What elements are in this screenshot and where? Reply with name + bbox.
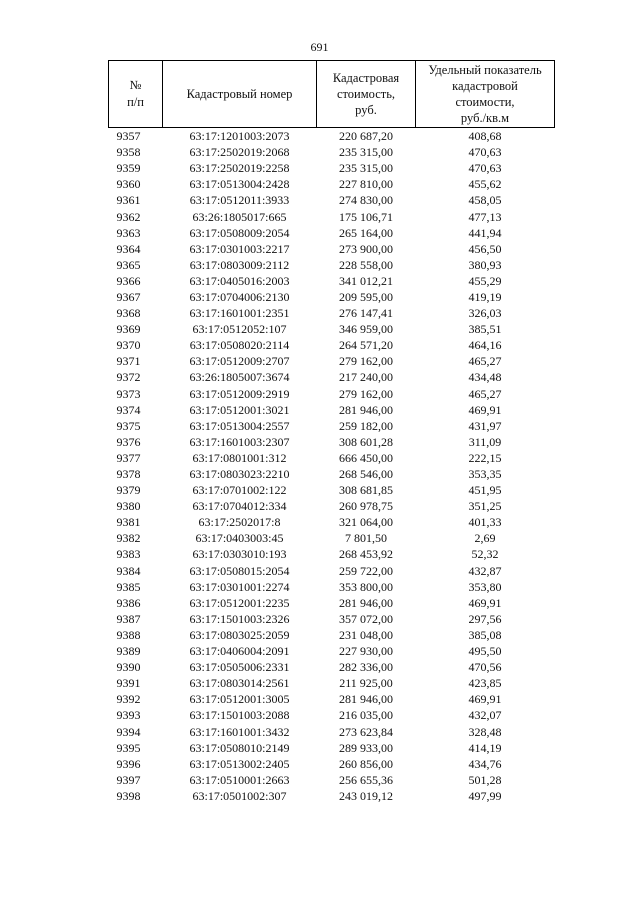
cadastral-number-cell: 63:17:0704006:2130 <box>189 289 290 304</box>
row-number-cell: 9398 <box>116 788 141 803</box>
unit-value-cell: 497,99 <box>468 788 502 803</box>
row-number-cell: 9369 <box>116 322 141 337</box>
cadastral-value-cell: 666 450,00 <box>339 450 393 465</box>
cadastral-value-cell: 357 072,00 <box>339 611 393 626</box>
cadastral-number-cell: 63:17:0301001:2274 <box>189 579 290 594</box>
table-row <box>109 402 555 418</box>
row-number-cell: 9380 <box>116 499 141 514</box>
table-row <box>109 369 555 385</box>
header-number-abbr: п/п <box>127 95 144 109</box>
unit-value-cell: 434,48 <box>468 370 502 385</box>
cadastral-number-cell: 63:17:0803014:2561 <box>189 676 290 691</box>
unit-value-cell: 469,91 <box>468 692 502 707</box>
unit-value-cell: 470,63 <box>468 161 502 176</box>
unit-value-cell: 455,29 <box>468 273 502 288</box>
unit-value-cell: 2,69 <box>474 531 496 546</box>
row-number-cell: 9381 <box>116 515 141 530</box>
cadastral-number-cell: 63:17:0405016:2003 <box>189 273 290 288</box>
cadastral-number-cell: 63:17:0512001:3005 <box>189 692 290 707</box>
row-number-cell: 9364 <box>116 241 141 256</box>
cadastral-number-cell: 63:17:0704012:334 <box>192 499 287 514</box>
row-number-cell: 9358 <box>116 145 141 160</box>
unit-value-cell: 455,62 <box>468 177 502 192</box>
table-row <box>109 546 555 562</box>
cadastral-number-cell: 63:17:0508009:2054 <box>189 225 290 240</box>
table-row <box>109 434 555 450</box>
unit-value-cell: 432,07 <box>468 708 502 723</box>
cadastral-number-cell: 63:17:0512011:3933 <box>189 193 290 208</box>
row-number-cell: 9363 <box>116 225 141 240</box>
table-row <box>109 144 555 160</box>
row-number-cell: 9397 <box>116 772 141 787</box>
cadastral-value-cell: 259 722,00 <box>339 563 393 578</box>
table-row <box>109 627 555 643</box>
unit-value-cell: 419,19 <box>468 289 502 304</box>
unit-value-cell: 431,97 <box>468 418 502 433</box>
table-row <box>109 643 555 659</box>
row-number-cell: 9359 <box>116 161 141 176</box>
table-header-row <box>109 61 555 128</box>
cadastral-number-cell: 63:17:0512001:3021 <box>189 402 290 417</box>
cadastral-value-cell: 279 162,00 <box>339 354 393 369</box>
table-row <box>109 225 555 241</box>
row-number-cell: 9375 <box>116 418 141 433</box>
cadastral-number-cell: 63:17:1601003:2307 <box>189 434 290 449</box>
cadastral-number-cell: 63:17:0508015:2054 <box>189 563 290 578</box>
cadastral-value-cell: 268 453,92 <box>339 547 393 562</box>
cadastral-number-cell: 63:17:2502017:8 <box>198 515 281 530</box>
cadastral-number-cell: 63:17:0406004:2091 <box>189 644 290 659</box>
row-number-cell: 9372 <box>116 370 141 385</box>
row-number-cell: 9368 <box>116 306 141 321</box>
table-row <box>109 337 555 353</box>
table-row <box>109 386 555 402</box>
cadastral-value-cell: 243 019,12 <box>339 788 393 803</box>
unit-value-cell: 423,85 <box>468 676 502 691</box>
cadastral-number-cell: 63:17:0403003:45 <box>195 531 284 546</box>
row-number-cell: 9383 <box>116 547 141 562</box>
cadastral-number-cell: 63:17:0508020:2114 <box>189 338 290 353</box>
row-number-cell: 9360 <box>116 177 141 192</box>
unit-value-cell: 465,27 <box>468 386 502 401</box>
unit-value-cell: 401,33 <box>468 515 502 530</box>
cadastral-value-cell: 7 801,50 <box>345 531 387 546</box>
table-row <box>109 675 555 691</box>
cadastral-number-cell: 63:17:0301003:2217 <box>189 241 290 256</box>
cadastral-value-cell: 260 856,00 <box>339 756 393 771</box>
cadastral-value-cell: 346 959,00 <box>339 322 393 337</box>
unit-value-cell: 380,93 <box>468 257 502 272</box>
table-row <box>109 353 555 369</box>
unit-value-cell: 432,87 <box>468 563 502 578</box>
cadastral-value-cell: 211 925,00 <box>339 676 393 691</box>
unit-value-cell: 469,91 <box>468 595 502 610</box>
table-row <box>109 563 555 579</box>
row-number-cell: 9362 <box>116 209 141 224</box>
cadastral-number-cell: 63:17:0512009:2919 <box>189 386 290 401</box>
table-row <box>109 273 555 289</box>
unit-value-cell: 501,28 <box>468 772 502 787</box>
cadastral-value-cell: 274 830,00 <box>339 193 393 208</box>
cadastral-value-cell: 273 623,84 <box>339 724 393 739</box>
unit-value-cell: 451,95 <box>468 483 502 498</box>
cadastral-value-cell: 276 147,41 <box>339 306 393 321</box>
row-number-cell: 9385 <box>116 579 141 594</box>
cadastral-number-cell: 63:17:0501002:307 <box>192 788 287 803</box>
cadastral-number-cell: 63:17:0803009:2112 <box>189 257 290 272</box>
cadastral-number-cell: 63:26:1805017:665 <box>192 209 287 224</box>
row-number-cell: 9378 <box>116 467 141 482</box>
header-unit-line4: руб./кв.м <box>460 111 510 125</box>
cadastral-value-cell: 231 048,00 <box>339 627 393 642</box>
unit-value-cell: 52,32 <box>471 547 499 562</box>
unit-value-cell: 222,15 <box>468 450 502 465</box>
unit-value-cell: 353,35 <box>468 467 502 482</box>
header-unit-line1: Удельный показатель <box>428 63 542 77</box>
table-row <box>109 772 555 788</box>
cadastral-number-cell: 63:17:0513004:2428 <box>189 177 290 192</box>
cadastral-number-cell: 63:26:1805007:3674 <box>189 370 290 385</box>
unit-value-cell: 456,50 <box>468 241 502 256</box>
header-unit-line3: стоимости, <box>455 95 515 109</box>
row-number-cell: 9386 <box>116 595 141 610</box>
table-row <box>109 208 555 224</box>
table-row <box>109 756 555 772</box>
table-row <box>109 321 555 337</box>
cadastral-value-cell: 260 978,75 <box>339 499 393 514</box>
page-number: 691 <box>310 40 329 54</box>
unit-value-cell: 495,50 <box>468 644 502 659</box>
row-number-cell: 9393 <box>116 708 141 723</box>
cadastral-number-cell: 63:17:0803025:2059 <box>189 627 290 642</box>
cadastral-value-cell: 281 946,00 <box>339 402 393 417</box>
row-number-cell: 9390 <box>116 660 141 675</box>
cadastral-value-cell: 308 601,28 <box>339 434 393 449</box>
cadastral-number-cell: 63:17:0512009:2707 <box>189 354 290 369</box>
cadastral-value-cell: 220 687,20 <box>339 129 393 144</box>
unit-value-cell: 385,51 <box>468 322 502 337</box>
cadastral-number-cell: 63:17:0801001:312 <box>192 450 287 465</box>
table-row <box>109 289 555 305</box>
cadastral-value-cell: 235 315,00 <box>339 145 393 160</box>
row-number-cell: 9367 <box>116 289 141 304</box>
row-number-cell: 9384 <box>116 563 141 578</box>
unit-value-cell: 328,48 <box>468 724 502 739</box>
cadastral-value-cell: 227 930,00 <box>339 644 393 659</box>
cadastral-value-cell: 281 946,00 <box>339 595 393 610</box>
header-number-sign: № <box>129 78 142 92</box>
unit-value-cell: 351,25 <box>468 499 502 514</box>
table-row <box>109 514 555 530</box>
cadastral-value-cell: 265 164,00 <box>339 225 393 240</box>
header-value-line2: стоимость, <box>336 87 396 101</box>
cadastral-number-cell: 63:17:1601001:3432 <box>189 724 290 739</box>
unit-value-cell: 408,68 <box>468 129 502 144</box>
unit-value-cell: 434,76 <box>468 756 502 771</box>
table-row <box>109 740 555 756</box>
cadastral-value-cell: 321 064,00 <box>339 515 393 530</box>
row-number-cell: 9371 <box>116 354 141 369</box>
table-row <box>109 466 555 482</box>
unit-value-cell: 470,56 <box>468 660 502 675</box>
unit-value-cell: 441,94 <box>468 225 502 240</box>
cadastral-value-cell: 308 681,85 <box>339 483 393 498</box>
unit-value-cell: 414,19 <box>468 740 502 755</box>
row-number-cell: 9377 <box>116 450 141 465</box>
cadastral-value-cell: 175 106,71 <box>339 209 393 224</box>
cadastral-value-cell: 282 336,00 <box>339 660 393 675</box>
cadastral-value-cell: 217 240,00 <box>339 370 393 385</box>
cadastral-value-cell: 273 900,00 <box>339 241 393 256</box>
table-row <box>109 450 555 466</box>
unit-value-cell: 297,56 <box>468 611 502 626</box>
table-row <box>109 176 555 192</box>
unit-value-cell: 470,63 <box>468 145 502 160</box>
row-number-cell: 9370 <box>116 338 141 353</box>
header-value-line1: Кадастровая <box>332 71 400 85</box>
cadastral-value-cell: 279 162,00 <box>339 386 393 401</box>
cadastral-number-cell: 63:17:1501003:2088 <box>189 708 290 723</box>
unit-value-cell: 353,80 <box>468 579 502 594</box>
header-unit-line2: кадастровой <box>452 79 518 93</box>
table-row <box>109 128 555 145</box>
unit-value-cell: 469,91 <box>468 402 502 417</box>
cadastral-value-cell: 228 558,00 <box>339 257 393 272</box>
cadastral-value-cell: 281 946,00 <box>339 692 393 707</box>
table-row <box>109 498 555 514</box>
row-number-cell: 9366 <box>116 273 141 288</box>
unit-value-cell: 464,16 <box>468 338 502 353</box>
table-row <box>109 160 555 176</box>
cadastral-number-cell: 63:17:0513002:2405 <box>189 756 290 771</box>
cadastral-value-cell: 341 012,21 <box>339 273 393 288</box>
table-row <box>109 595 555 611</box>
row-number-cell: 9373 <box>116 386 141 401</box>
row-number-cell: 9376 <box>116 434 141 449</box>
cadastral-value-cell: 289 933,00 <box>339 740 393 755</box>
cadastral-value-cell: 235 315,00 <box>339 161 393 176</box>
table-row <box>109 611 555 627</box>
table-row <box>109 579 555 595</box>
row-number-cell: 9361 <box>116 193 141 208</box>
table-row <box>109 707 555 723</box>
table-row <box>109 418 555 434</box>
cadastral-value-cell: 259 182,00 <box>339 418 393 433</box>
header-value-line3: руб. <box>355 103 377 117</box>
row-number-cell: 9389 <box>116 644 141 659</box>
table-row <box>109 257 555 273</box>
table-row <box>109 788 555 804</box>
table-row <box>109 305 555 321</box>
cadastral-number-cell: 63:17:0508010:2149 <box>189 740 290 755</box>
row-number-cell: 9365 <box>116 257 141 272</box>
cadastral-number-cell: 63:17:1201003:2073 <box>189 129 290 144</box>
cadastral-number-cell: 63:17:1601001:2351 <box>189 306 290 321</box>
cadastral-value-cell: 216 035,00 <box>339 708 393 723</box>
unit-value-cell: 326,03 <box>468 306 502 321</box>
cadastral-value-cell: 209 595,00 <box>339 289 393 304</box>
row-number-cell: 9379 <box>116 483 141 498</box>
row-number-cell: 9388 <box>116 627 141 642</box>
table-row <box>109 659 555 675</box>
row-number-cell: 9357 <box>116 129 141 144</box>
cadastral-number-cell: 63:17:0512052:107 <box>192 322 287 337</box>
table-row <box>109 241 555 257</box>
unit-value-cell: 311,09 <box>468 434 502 449</box>
cadastral-value-cell: 227 810,00 <box>339 177 393 192</box>
cadastral-number-cell: 63:17:0510001:2663 <box>189 772 290 787</box>
cadastral-value-cell: 264 571,20 <box>339 338 393 353</box>
unit-value-cell: 458,05 <box>468 193 502 208</box>
row-number-cell: 9396 <box>116 756 141 771</box>
table-row <box>109 691 555 707</box>
cadastral-number-cell: 63:17:0303010:193 <box>192 547 287 562</box>
table-body <box>109 128 555 804</box>
cadastral-number-cell: 63:17:0701002:122 <box>192 483 287 498</box>
row-number-cell: 9391 <box>116 676 141 691</box>
cadastral-number-cell: 63:17:2502019:2068 <box>189 145 290 160</box>
cadastral-number-cell: 63:17:0513004:2557 <box>189 418 290 433</box>
table-row <box>109 192 555 208</box>
row-number-cell: 9395 <box>116 740 141 755</box>
row-number-cell: 9387 <box>116 611 141 626</box>
unit-value-cell: 465,27 <box>468 354 502 369</box>
header-cadastral-number <box>163 61 317 128</box>
table-row <box>109 723 555 739</box>
row-number-cell: 9374 <box>116 402 141 417</box>
table-row <box>109 530 555 546</box>
cadastral-value-cell: 353 800,00 <box>339 579 393 594</box>
cadastral-value-cell: 268 546,00 <box>339 467 393 482</box>
table-row <box>109 482 555 498</box>
header-cadastral-number-label: Кадастровый номер <box>186 87 293 101</box>
header-row-number <box>109 61 163 128</box>
cadastral-number-cell: 63:17:1501003:2326 <box>189 611 290 626</box>
cadastral-number-cell: 63:17:0512001:2235 <box>189 595 290 610</box>
cadastral-value-table <box>108 60 555 804</box>
row-number-cell: 9392 <box>116 692 141 707</box>
header-unit-value <box>416 61 555 128</box>
cadastral-number-cell: 63:17:0803023:2210 <box>189 467 290 482</box>
cadastral-number-cell: 63:17:0505006:2331 <box>189 660 290 675</box>
unit-value-cell: 385,08 <box>468 627 502 642</box>
row-number-cell: 9394 <box>116 724 141 739</box>
cadastral-value-cell: 256 655,36 <box>339 772 393 787</box>
unit-value-cell: 477,13 <box>468 209 502 224</box>
row-number-cell: 9382 <box>116 531 141 546</box>
header-cadastral-value <box>317 61 416 128</box>
cadastral-number-cell: 63:17:2502019:2258 <box>189 161 290 176</box>
